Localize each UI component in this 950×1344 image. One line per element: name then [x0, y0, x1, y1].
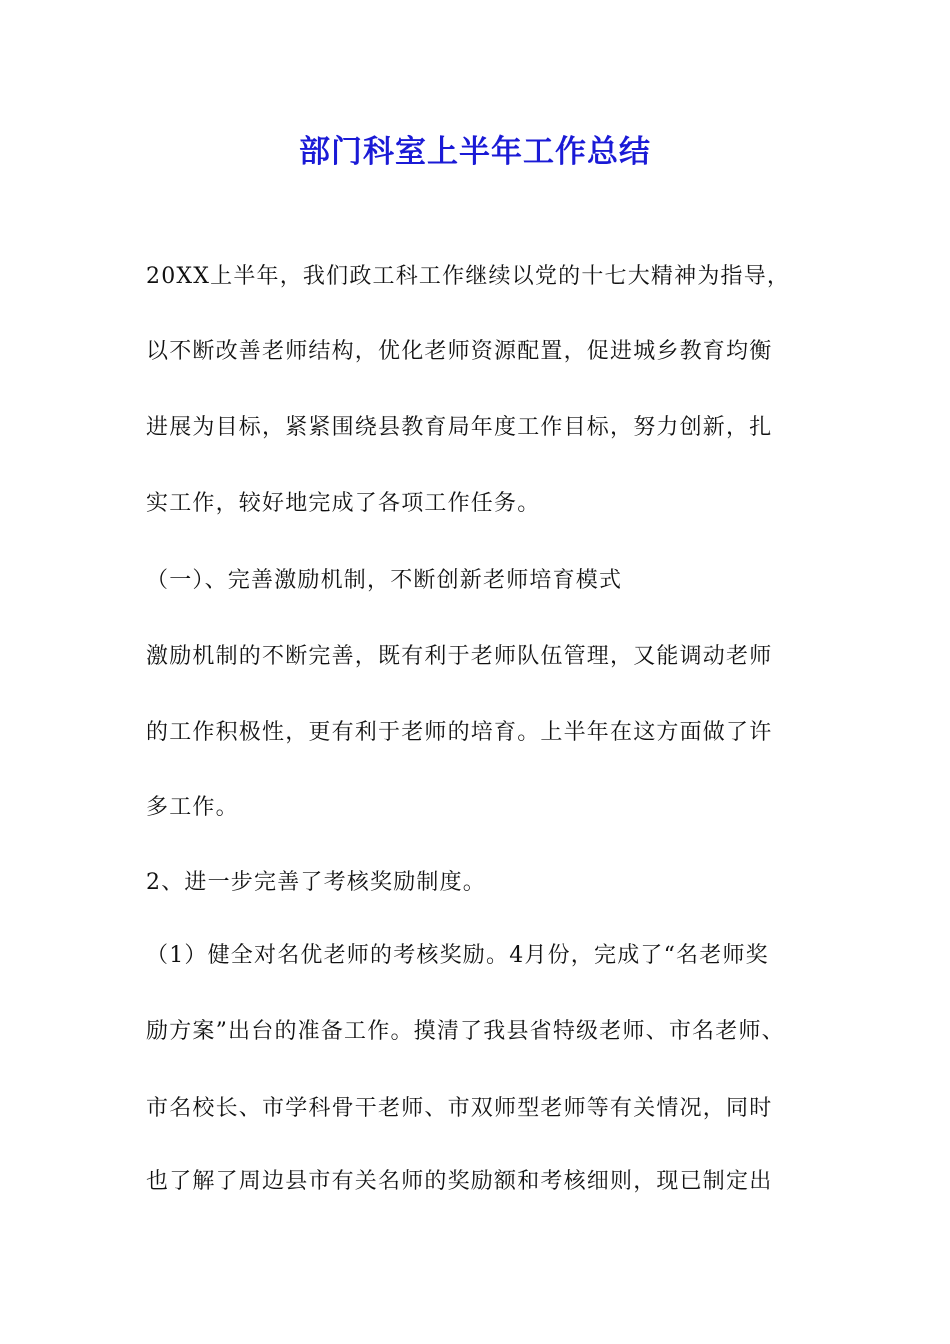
paragraph-line: 的工作积极性，更有利于老师的培育。上半年在这方面做了许 [146, 720, 773, 745]
paragraph-line: 实工作，较好地完成了各项工作任务。 [146, 491, 541, 516]
section-heading: （一）、完善激励机制，不断创新老师培育模式 [146, 568, 623, 593]
paragraph-line: 多工作。 [146, 795, 239, 820]
paragraph-line: 激励机制的不断完善，既有利于老师队伍管理，又能调动老师 [146, 644, 773, 669]
paragraph-line: 以不断改善老师结构，优化老师资源配置，促进城乡教育均衡 [146, 339, 773, 364]
paragraph-line: 进展为目标，紧紧围绕县教育局年度工作目标，努力创新，扎 [146, 415, 773, 440]
paragraph-line: 励方案”出台的准备工作。摸清了我县省特级老师、市名老师、 [146, 1019, 785, 1044]
paragraph-line: 20XX上半年，我们政工科工作继续以党的十七大精神为指导， [146, 264, 791, 289]
paragraph-line: 市名校长、市学科骨干老师、市双师型老师等有关情况，同时 [146, 1096, 773, 1121]
paragraph-line: （1）健全对名优老师的考核奖励。4月份，完成了“名老师奖 [146, 943, 769, 968]
paragraph-line: 也了解了周边县市有关名师的奖励额和考核细则，现已制定出 [146, 1169, 773, 1194]
sub-heading: 2、进一步完善了考核奖励制度。 [146, 870, 486, 895]
document-title: 部门科室上半年工作总结 [299, 134, 651, 170]
